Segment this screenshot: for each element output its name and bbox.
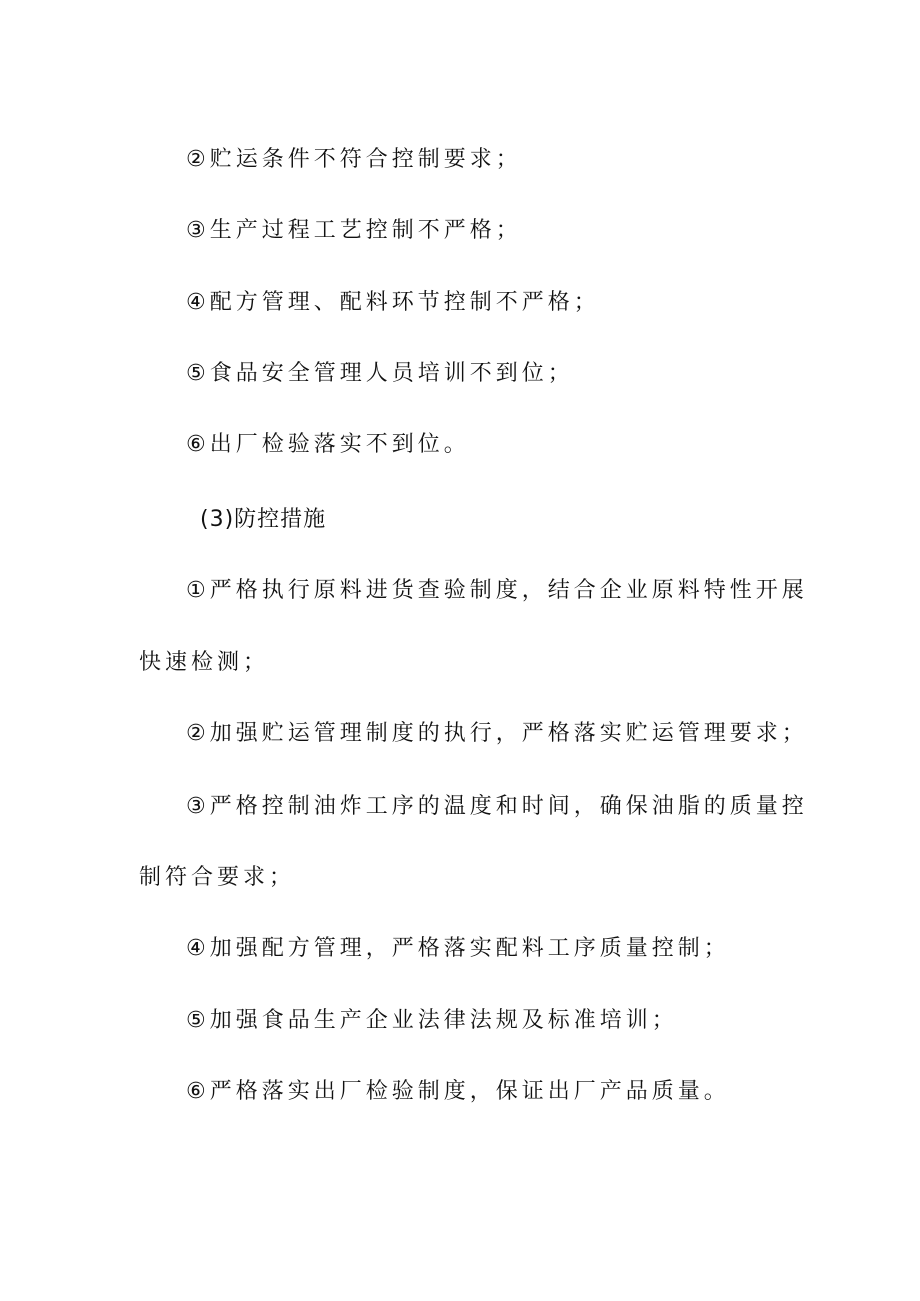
measure-item-3-continued: 制符合要求； bbox=[139, 865, 296, 890]
measure-item-2: ②加强贮运管理制度的执行，严格落实贮运管理要求； bbox=[186, 721, 808, 746]
measure-item-1: ①严格执行原料进货查验制度，结合企业原料特性开展 bbox=[186, 578, 808, 603]
measure-item-4: ④加强配方管理，严格落实配料工序质量控制； bbox=[186, 936, 730, 961]
measure-item-6: ⑥严格落实出厂检验制度，保证出厂产品质量。 bbox=[186, 1079, 730, 1104]
cause-item-6: ⑥出厂检验落实不到位。 bbox=[186, 432, 470, 457]
measure-item-5: ⑤加强食品生产企业法律法规及标准培训； bbox=[186, 1008, 678, 1033]
cause-item-3: ③生产过程工艺控制不严格； bbox=[186, 218, 522, 243]
cause-item-5: ⑤食品安全管理人员培训不到位； bbox=[186, 361, 574, 386]
cause-item-4: ④配方管理、配料环节控制不严格； bbox=[186, 290, 600, 315]
section-heading: (3)防控措施 bbox=[200, 507, 327, 532]
measure-item-1-continued: 快速检测； bbox=[139, 650, 270, 675]
cause-item-2: ②贮运条件不符合控制要求； bbox=[186, 147, 522, 172]
measure-item-3: ③严格控制油炸工序的温度和时间，确保油脂的质量控 bbox=[186, 794, 808, 819]
